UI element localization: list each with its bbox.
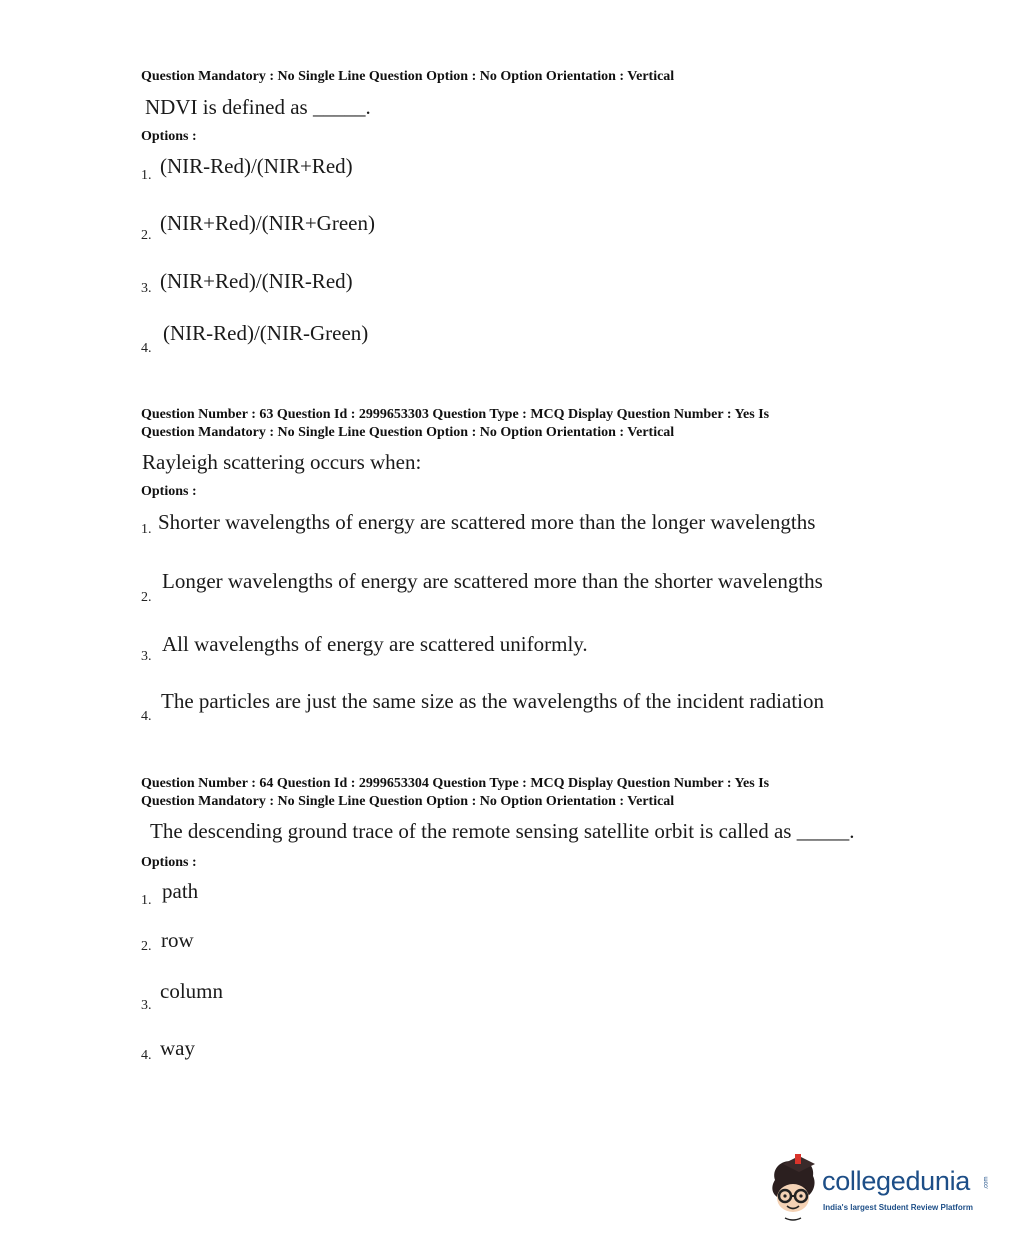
question-stem: NDVI is defined as _____. [145,95,371,119]
option-text: Shorter wavelengths of energy are scattered more than the longer wavelengths [158,510,816,534]
option-text: row [161,928,194,952]
options-label: Options : [141,484,197,499]
option-number: 2. [141,939,152,954]
logo-suffix: .com [983,1176,990,1190]
option-text: way [160,1036,195,1060]
option-number: 4. [141,709,152,724]
question-stem: Rayleigh scattering occurs when: [142,450,422,474]
option-number: 1. [141,168,152,183]
collegedunia-logo [765,1150,995,1225]
option-number: 3. [141,281,152,296]
option-text: (NIR+Red)/(NIR-Red) [160,269,353,293]
option-number: 4. [141,341,152,356]
question-meta-line: Question Mandatory : No Single Line Question Option : No Option Orientation : Vertical [141,69,675,84]
option-number: 1. [141,893,152,908]
logo-wordmark: collegedunia [822,1166,971,1196]
question-meta-line: Question Number : 63 Question Id : 2999653303 Question Type : MCQ Display Question Number : Yes Is [141,407,770,422]
option-number: 3. [141,649,152,664]
question-meta-line: Question Mandatory : No Single Line Question Option : No Option Orientation : Vertical [141,794,675,809]
question-meta-line: Question Mandatory : No Single Line Question Option : No Option Orientation : Vertical [141,425,675,440]
option-text: path [162,879,199,903]
options-label: Options : [141,129,197,144]
option-text: (NIR-Red)/(NIR-Green) [163,321,369,345]
option-number: 1. [141,522,152,537]
mascot-icon [765,1150,821,1225]
option-text: (NIR-Red)/(NIR+Red) [160,154,353,178]
options-label: Options : [141,855,197,870]
option-number: 4. [141,1048,152,1063]
option-text: Longer wavelengths of energy are scattered more than the shorter wavelengths [162,569,823,593]
option-text: All wavelengths of energy are scattered uniformly. [162,632,588,656]
question-stem: The descending ground trace of the remote sensing satellite orbit is called as _____. [150,819,855,843]
option-number: 2. [141,590,152,605]
option-text: The particles are just the same size as the wavelengths of the incident radiation [161,689,825,713]
option-number: 3. [141,998,152,1013]
logo-tagline: India's largest Student Review Platform [823,1203,973,1212]
question-meta-line: Question Number : 64 Question Id : 2999653304 Question Type : MCQ Display Question Number : Yes Is [141,776,770,791]
option-text: (NIR+Red)/(NIR+Green) [160,211,375,235]
option-number: 2. [141,228,152,243]
option-text: column [160,979,223,1003]
